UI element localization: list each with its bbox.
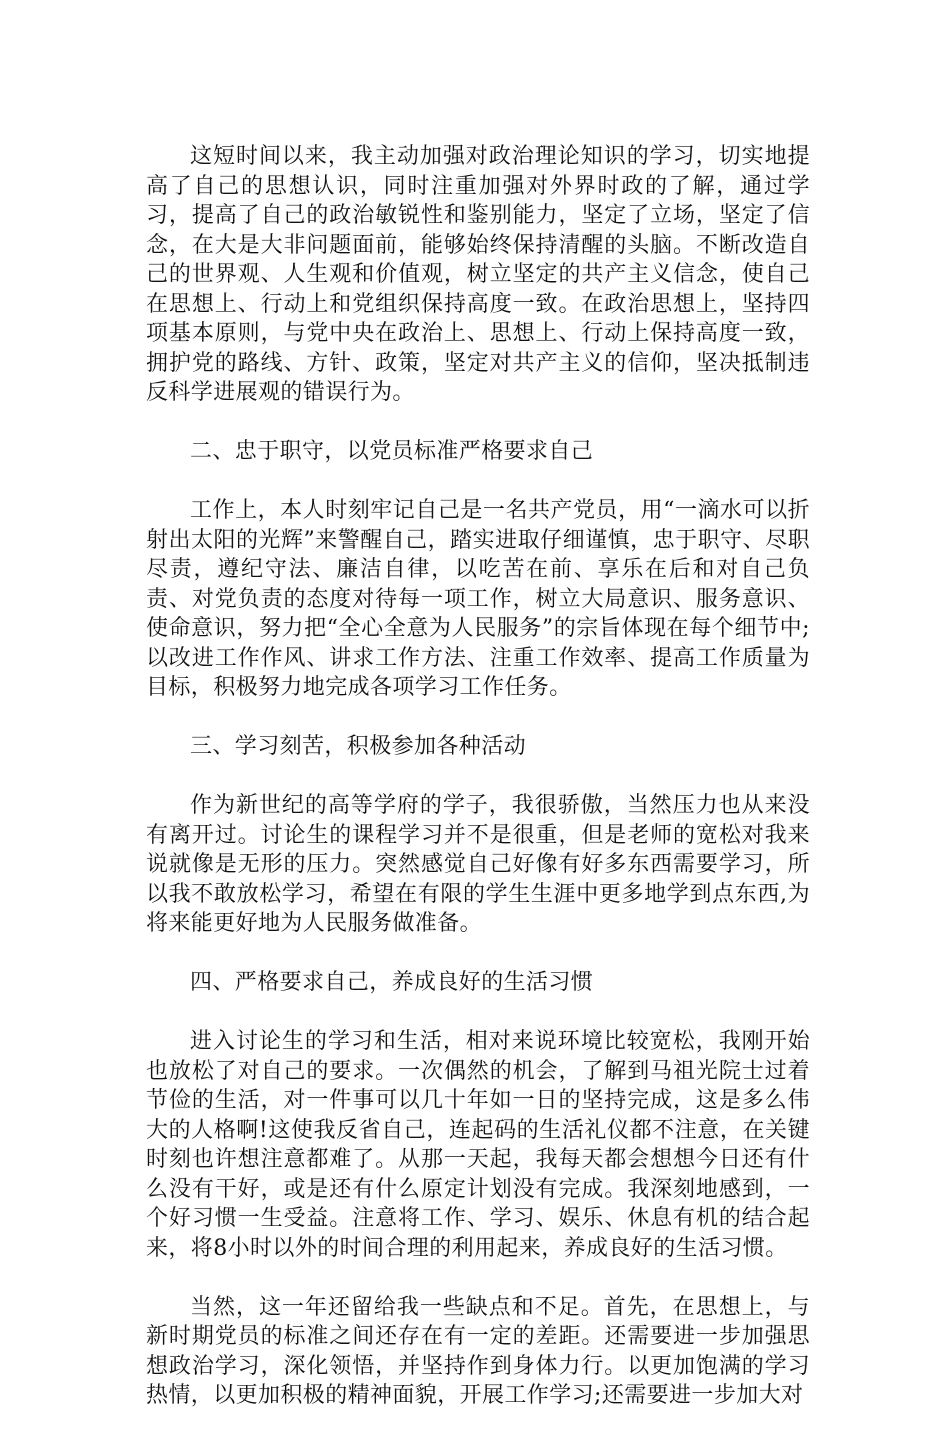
section-heading-3: 三、学习刻苦，积极参加各种活动 xyxy=(190,734,527,759)
section-heading-2: 二、忠于职守，以党员标准严格要求自己 xyxy=(190,439,594,464)
paragraph-work-duty: 工作上，本人时刻牢记自己是一名共产党员，用“一滴水可以折射出太阳的光辉”来警醒自己，踏实进取仔细谨慎，忠于职守、尽职尽责，遵纪守法、廉洁自律，以吃苦在前、享乐在后和对自己负责、对党负责的态度对待每一项工作，树立大局意识、服务意识、使命意识，努力把“全心全意为人民服务”的宗旨体现在每个细节中;以改进工作作风、讲求工作方法、注重工作效率、提高工作质量为目标，积极努力地完成各项学习工作任务。 xyxy=(146,498,810,700)
section-heading-4: 四、严格要求自己，养成良好的生活习惯 xyxy=(190,970,594,995)
document-body xyxy=(146,142,810,1440)
paragraph-shortcomings: 当然，这一年还留给我一些缺点和不足。首先，在思想上，与新时期党员的标准之间还存在有一定的差距。还需要进一步加强思想政治学习，深化领悟，并坚持作到身体力行。以更加饱满的学习热情，以更加积极的精神面貌，开展工作学习;还需要进一步加大对 xyxy=(146,1294,810,1408)
paragraph-study-activities: 作为新世纪的高等学府的学子，我很骄傲，当然压力也从来没有离开过。讨论生的课程学习并不是很重，但是老师的宽松对我来说就像是无形的压力。突然感觉自己好像有好多东西需要学习，所以我不敢放松学习，希望在有限的学生生涯中更多地学到点东西,为将来能更好地为人民服务做准备。 xyxy=(146,793,810,936)
paragraph-living-habits: 进入讨论生的学习和生活，相对来说环境比较宽松，我刚开始也放松了对自己的要求。一次偶然的机会，了解到马祖光院士过着节俭的生活，对一件事可以几十年如一日的坚持完成，这是多么伟大的人格啊!这使我反省自己，连起码的生活礼仪都不注意，在关键时刻也许想注意都难了。从那一天起，我每天都会想想今日还有什么没有干好，或是还有什么原定计划没有完成。我深刻地感到，一个好习惯一生受益。注意将工作、学习、娱乐、休息有机的结合起来，将8小时以外的时间合理的利用起来，养成良好的生活习惯。 xyxy=(146,1029,810,1261)
paragraph-political-study: 这短时间以来，我主动加强对政治理论知识的学习，切实地提高了自己的思想认识，同时注重加强对外界时政的了解，通过学习，提高了自己的政治敏锐性和鉴别能力，坚定了立场，坚定了信念，在大是大非问题面前，能够始终保持清醒的头脑。不断改造自己的世界观、人生观和价值观，树立坚定的共产主义信念，使自己在思想上、行动上和党组织保持高度一致。在政治思想上，坚持四项基本原则，与党中央在政治上、思想上、行动上保持高度一致，拥护党的路线、方针、政策，坚定对共产主义的信仰，坚决抵制违反科学进展观的错误行为。 xyxy=(146,144,810,405)
